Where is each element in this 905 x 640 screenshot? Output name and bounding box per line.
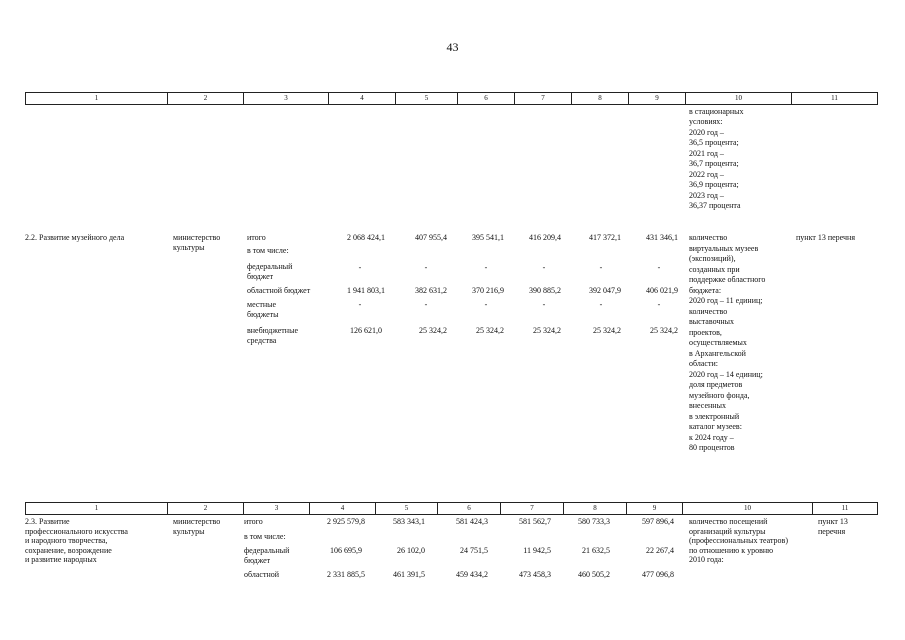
indicator-line: поддержке областного [689, 275, 766, 284]
year-2023-value: 392 047,9 [589, 286, 621, 295]
funding-source: итого [244, 517, 263, 526]
indicator-line: количество [689, 233, 728, 242]
col-header-5: 5 [396, 93, 458, 105]
col-header-7: 7 [501, 503, 564, 515]
col-header-9: 9 [629, 93, 686, 105]
col-header-10: 10 [686, 93, 792, 105]
total-value: - [358, 300, 362, 309]
indicator-line: к 2024 году – [689, 433, 734, 442]
year-2020-value: - [424, 300, 428, 309]
indicator-line: 2020 год – 11 единиц; [689, 296, 763, 305]
indicator-line: 2022 год – [689, 170, 724, 179]
year-2020-value: 25 324,2 [419, 326, 447, 335]
funding-source: в том числе: [244, 532, 286, 541]
reference: пункт 13 перечня [818, 517, 848, 536]
col-header-2: 2 [168, 503, 244, 515]
column-header-row-top [25, 92, 878, 105]
indicator-text: количество посещений организаций культуры (профессиональных театров) по отношению к уровню 2010 года: [689, 517, 788, 565]
year-2023-value: - [599, 263, 603, 272]
indicator-line: в электронный [689, 412, 740, 421]
year-2021-value: - [484, 300, 488, 309]
indicator-line: 2020 год – [689, 128, 724, 137]
year-2022-value: 25 324,2 [533, 326, 561, 335]
indicator-line: 80 процентов [689, 443, 735, 452]
year-2023-value: 580 733,3 [578, 517, 610, 526]
indicator-line: 36,37 процента [689, 201, 741, 210]
indicator-line: виртуальных музеев [689, 244, 759, 253]
total-value: 126 621,0 [350, 326, 382, 335]
year-2024-value: 431 346,1 [646, 233, 678, 242]
year-2023-value: - [599, 300, 603, 309]
year-2024-value: 22 267,4 [646, 546, 674, 555]
year-2020-value: 583 343,1 [393, 517, 425, 526]
page-number: 43 [446, 40, 459, 54]
year-2020-value: 26 102,0 [397, 546, 425, 555]
executor: министерство культуры [173, 233, 221, 252]
funding-source: местные бюджеты [247, 300, 279, 319]
indicator-line: созданных при [689, 265, 740, 274]
total-value: 106 695,9 [330, 546, 362, 555]
year-2021-value: 24 751,5 [460, 546, 488, 555]
year-2024-value: 477 096,8 [642, 570, 674, 579]
year-2022-value: 473 458,3 [519, 570, 551, 579]
year-2022-value: - [542, 263, 546, 272]
funding-source: федеральный бюджет [244, 546, 290, 565]
indicator-line: в стационарных [689, 107, 744, 116]
indicator-line: (экспозиций), [689, 254, 736, 263]
indicator-line: доля предметов [689, 380, 743, 389]
indicator-line: 36,9 процента; [689, 180, 739, 189]
indicator-line: проектов, [689, 328, 722, 337]
indicator-line: 2021 год – [689, 149, 724, 158]
year-2023-value: 460 505,2 [578, 570, 610, 579]
year-2020-value: - [424, 263, 428, 272]
year-2024-value: - [657, 300, 661, 309]
year-2023-value: 21 632,5 [582, 546, 610, 555]
year-2021-value: 25 324,2 [476, 326, 504, 335]
indicator-line: внесенных [689, 401, 726, 410]
funding-source: итого [247, 233, 266, 242]
col-header-9: 9 [627, 503, 683, 515]
indicator-line: 2020 год – 14 единиц; [689, 370, 763, 379]
col-header-7: 7 [515, 93, 572, 105]
col-header-8: 8 [572, 93, 629, 105]
indicator-line: музейного фонда, [689, 391, 750, 400]
year-2023-value: 417 372,1 [589, 233, 621, 242]
year-2021-value: 395 541,1 [472, 233, 504, 242]
col-header-1: 1 [26, 503, 168, 515]
year-2022-value: 416 209,4 [529, 233, 561, 242]
year-2022-value: 390 885,2 [529, 286, 561, 295]
col-header-4: 4 [310, 503, 376, 515]
year-2020-value: 382 631,2 [415, 286, 447, 295]
col-header-8: 8 [564, 503, 627, 515]
indicator-line: 36,7 процента; [689, 159, 739, 168]
column-header-row-bottom [25, 502, 878, 515]
year-2024-value: - [657, 263, 661, 272]
indicator-line: условиях: [689, 117, 723, 126]
year-2021-value: - [484, 263, 488, 272]
activity-name: 2.3. Развитие профессионального искусства и народного творчества, сохранение, возрождение и развитие народных [25, 517, 128, 565]
col-header-6: 6 [458, 93, 515, 105]
total-value: 1 941 803,1 [347, 286, 385, 295]
year-2022-value: 11 942,5 [523, 546, 551, 555]
indicator-line: количество [689, 307, 728, 316]
total-value: 2 925 579,8 [327, 517, 365, 526]
reference: пункт 13 перечня [796, 233, 856, 242]
funding-source: областной [244, 570, 280, 579]
funding-source: областной бюджет [247, 286, 311, 295]
col-header-6: 6 [438, 503, 501, 515]
activity-name: 2.2. Развитие музейного дела [25, 233, 125, 242]
total-value: - [358, 263, 362, 272]
indicator-line: области: [689, 359, 718, 368]
indicator-line: выставочных [689, 317, 735, 326]
indicator-line: 36,5 процента; [689, 138, 739, 147]
year-2024-value: 597 896,4 [642, 517, 674, 526]
col-header-4: 4 [329, 93, 396, 105]
year-2023-value: 25 324,2 [593, 326, 621, 335]
year-2022-value: - [542, 300, 546, 309]
year-2021-value: 459 434,2 [456, 570, 488, 579]
col-header-2: 2 [168, 93, 244, 105]
col-header-11: 11 [813, 503, 878, 515]
year-2024-value: 406 021,9 [646, 286, 678, 295]
year-2021-value: 370 216,9 [472, 286, 504, 295]
col-header-5: 5 [376, 503, 438, 515]
col-header-1: 1 [26, 93, 168, 105]
indicator-line: осуществляемых [689, 338, 747, 347]
col-header-11: 11 [792, 93, 878, 105]
indicator-line: 2023 год – [689, 191, 724, 200]
executor: министерство культуры [173, 517, 221, 536]
year-2024-value: 25 324,2 [650, 326, 678, 335]
year-2022-value: 581 562,7 [519, 517, 551, 526]
total-value: 2 068 424,1 [347, 233, 385, 242]
total-value: 2 331 885,5 [327, 570, 365, 579]
funding-source: в том числе: [247, 246, 289, 255]
indicator-line: в Архангельской [689, 349, 746, 358]
funding-source: федеральный бюджет [247, 262, 293, 281]
year-2020-value: 407 955,4 [415, 233, 447, 242]
col-header-10: 10 [683, 503, 813, 515]
year-2020-value: 461 391,5 [393, 570, 425, 579]
indicator-line: каталог музеев: [689, 422, 742, 431]
year-2021-value: 581 424,3 [456, 517, 488, 526]
col-header-3: 3 [244, 503, 310, 515]
col-header-3: 3 [244, 93, 329, 105]
funding-source: внебюджетные средства [247, 326, 298, 345]
indicator-line: бюджета: [689, 286, 722, 295]
